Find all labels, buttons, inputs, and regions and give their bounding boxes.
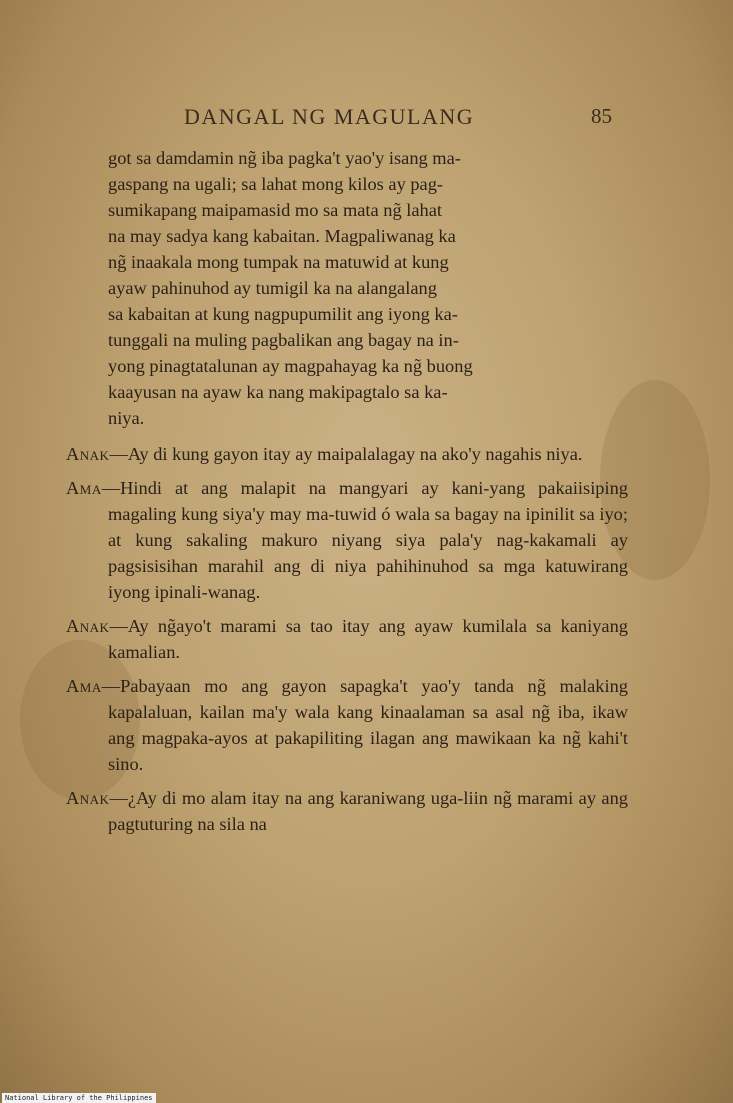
text-line: kaayusan na ayaw ka nang makipagtalo sa ka- <box>108 382 448 402</box>
speaker-label: Anak <box>66 616 110 636</box>
dialogue-text: —Hindi at ang malapit na mangyari ay kani-yang pakaiisiping magaling kung siya'y may ma-tuwid ó wala sa bagay na ipinilit sa iyo; at kung sakaling makuro niyang siya pala'y nag-kakamali ay pagsisisihan marahil ang di niya pahihinuhod sa mga katuwirang iyong ipinali-wanag. <box>101 478 628 602</box>
speaker-label: Ama <box>66 676 102 696</box>
dialogue-text: —Pabayaan mo ang gayon sapagka't yao'y tanda ng̃ malaking kapalaluan, kailan ma'y wala kang kinaalaman sa asal ng̃ iba, ikaw ang magpaka-ayos at pakapiliting ilagan ang mawikaan ka ng̃ kahi't sino. <box>101 676 628 774</box>
text-line: tunggali na muling pagbalikan ang bagay na in- <box>108 330 459 350</box>
dialogue-anak <box>66 613 628 665</box>
running-head <box>0 104 733 134</box>
page-number: 85 <box>591 104 612 128</box>
text-line: gaspang na ugali; sa lahat mong kilos ay pag- <box>108 174 444 194</box>
body-text <box>66 145 628 837</box>
text-line: na may sadya kang kabaitan. Magpaliwanag ka <box>108 226 456 246</box>
text-line: ng̃ inaakala mong tumpak na matuwid at kung <box>108 252 449 272</box>
running-title: DANGAL NG MAGULANG <box>184 104 475 129</box>
speaker-label: Ama <box>66 478 102 498</box>
text-line: yong pinagtatalunan ay magpahayag ka ng̃ buong <box>108 356 473 376</box>
speaker-label: Anak <box>66 444 110 464</box>
dialogue-text: —¿Ay di mo alam itay na ang karaniwang uga-liin ng̃ marami ay ang pagtuturing na sila na <box>108 788 628 834</box>
text-line: niya. <box>108 408 145 428</box>
dialogue-ama <box>66 475 628 605</box>
speaker-label: Anak <box>66 788 110 808</box>
text-line: got sa damdamin ng̃ iba pagka't yao'y isang ma- <box>108 148 461 168</box>
dialogue-text: —Ay di kung gayon itay ay maipalalagay na ako'y nagahis niya. <box>109 444 583 464</box>
dialogue-anak <box>66 441 628 467</box>
footer-credit: National Library of the Philippines <box>2 1093 156 1103</box>
text-line: sa kabaitan at kung nagpupumilit ang iyong ka- <box>108 304 458 324</box>
dialogue-text: —Ay ng̃ayo't marami sa tao itay ang ayaw kumilala sa kaniyang kamalian. <box>108 616 628 662</box>
dialogue-anak <box>66 785 628 837</box>
dialogue-ama <box>66 673 628 777</box>
text-line: sumikapang maipamasid mo sa mata ng̃ lahat <box>108 200 443 220</box>
text-line: ayaw pahinuhod ay tumigil ka na alangalang <box>108 278 437 298</box>
continuation-paragraph <box>108 145 628 431</box>
